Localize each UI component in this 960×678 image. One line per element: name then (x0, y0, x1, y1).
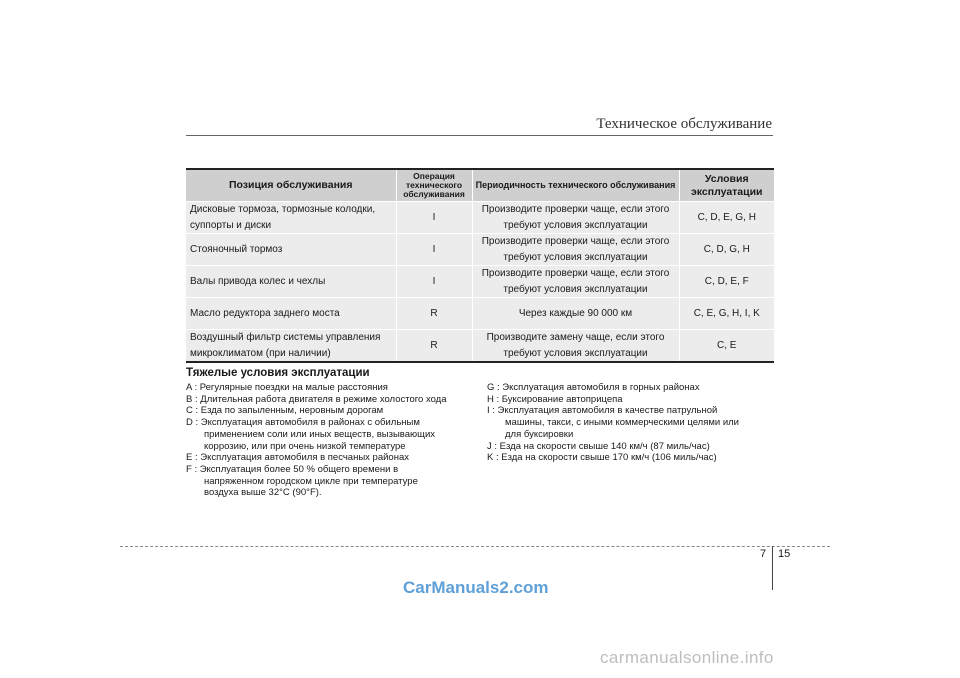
row-conditions: C, D, G, H (679, 234, 774, 266)
table-row (186, 330, 774, 363)
row-interval: Производите проверки чаще, если этого требуют условия эксплуатации (472, 202, 679, 234)
row-conditions: C, E (679, 330, 774, 363)
header-operation: Операция технического обслуживания (396, 169, 472, 202)
row-operation: R (396, 298, 472, 330)
condition-h: H : Буксирование автоприцепа (487, 393, 623, 405)
condition-a: A : Регулярные поездки на малые расстояния (186, 382, 388, 393)
chapter-number: 7 (760, 548, 767, 560)
page-number: 15 (778, 548, 791, 560)
table-row (186, 298, 774, 330)
condition-d: D : Эксплуатация автомобиля в районах с обильным применением соли или иных веществ, вызывающих коррозию, или при очень низкой температуре (186, 417, 435, 452)
row-item: Масло редуктора заднего моста (186, 298, 396, 330)
row-operation: I (396, 234, 472, 266)
row-conditions: C, D, E, F (679, 266, 774, 298)
row-operation: I (396, 266, 472, 298)
row-interval: Через каждые 90 000 км (472, 298, 679, 330)
row-conditions: C, E, G, H, I, K (679, 298, 774, 330)
condition-f: F : Эксплуатация более 50 % общего времени в напряженном городском цикле при температуре воздуха выше 32°C (90°F). (186, 463, 418, 499)
row-interval: Производите замену чаще, если этого требуют условия эксплуатации (472, 330, 679, 363)
row-interval: Производите проверки чаще, если этого требуют условия эксплуатации (472, 266, 679, 298)
header-divider (186, 135, 773, 136)
condition-b: B : Длительная работа двигателя в режиме холостого хода (186, 393, 447, 405)
footer-dashed-divider (120, 546, 830, 547)
row-item: Стояночный тормоз (186, 234, 396, 266)
row-operation: R (396, 330, 472, 363)
severe-conditions-title: Тяжелые условия эксплуатации (186, 367, 370, 379)
row-item: Валы привода колес и чехлы (186, 266, 396, 298)
watermark-logo: CarManuals2.com (403, 578, 549, 597)
row-operation: I (396, 202, 472, 234)
page-section-title: Техническое обслуживание (596, 116, 772, 132)
conditions-left-list (186, 382, 486, 499)
header-interval: Периодичность технического обслуживания (472, 169, 679, 202)
condition-j: J : Езда на скорости свыше 140 км/ч (87 миль/час) (487, 440, 710, 452)
page-number-separator (772, 546, 773, 590)
row-item: Дисковые тормоза, тормозные колодки, суппорты и диски (186, 202, 396, 234)
condition-g: G : Эксплуатация автомобиля в горных районах (487, 382, 700, 393)
row-item: Воздушный фильтр системы управления микроклиматом (при наличии) (186, 330, 396, 363)
header-item: Позиция обслуживания (186, 169, 396, 202)
condition-i: I : Эксплуатация автомобиля в качестве патрульной машины, такси, с иными коммерческими целями или для буксировки (487, 405, 739, 440)
table-row (186, 202, 774, 234)
condition-k: K : Езда на скорости свыше 170 км/ч (106 миль/час) (487, 452, 717, 464)
footer-site-watermark: carmanualsonline.info (600, 648, 774, 667)
table-row (186, 266, 774, 298)
conditions-right-list (487, 382, 777, 464)
condition-e: E : Эксплуатация автомобиля в песчаных районах (186, 452, 409, 464)
maintenance-table (186, 168, 774, 363)
row-conditions: C, D, E, G, H (679, 202, 774, 234)
table-header-row (186, 169, 774, 202)
table-row (186, 234, 774, 266)
condition-c: C : Езда по запыленным, неровным дорогам (186, 405, 384, 417)
row-interval: Производите проверки чаще, если этого требуют условия эксплуатации (472, 234, 679, 266)
header-conditions: Условия эксплуатации (679, 169, 774, 202)
